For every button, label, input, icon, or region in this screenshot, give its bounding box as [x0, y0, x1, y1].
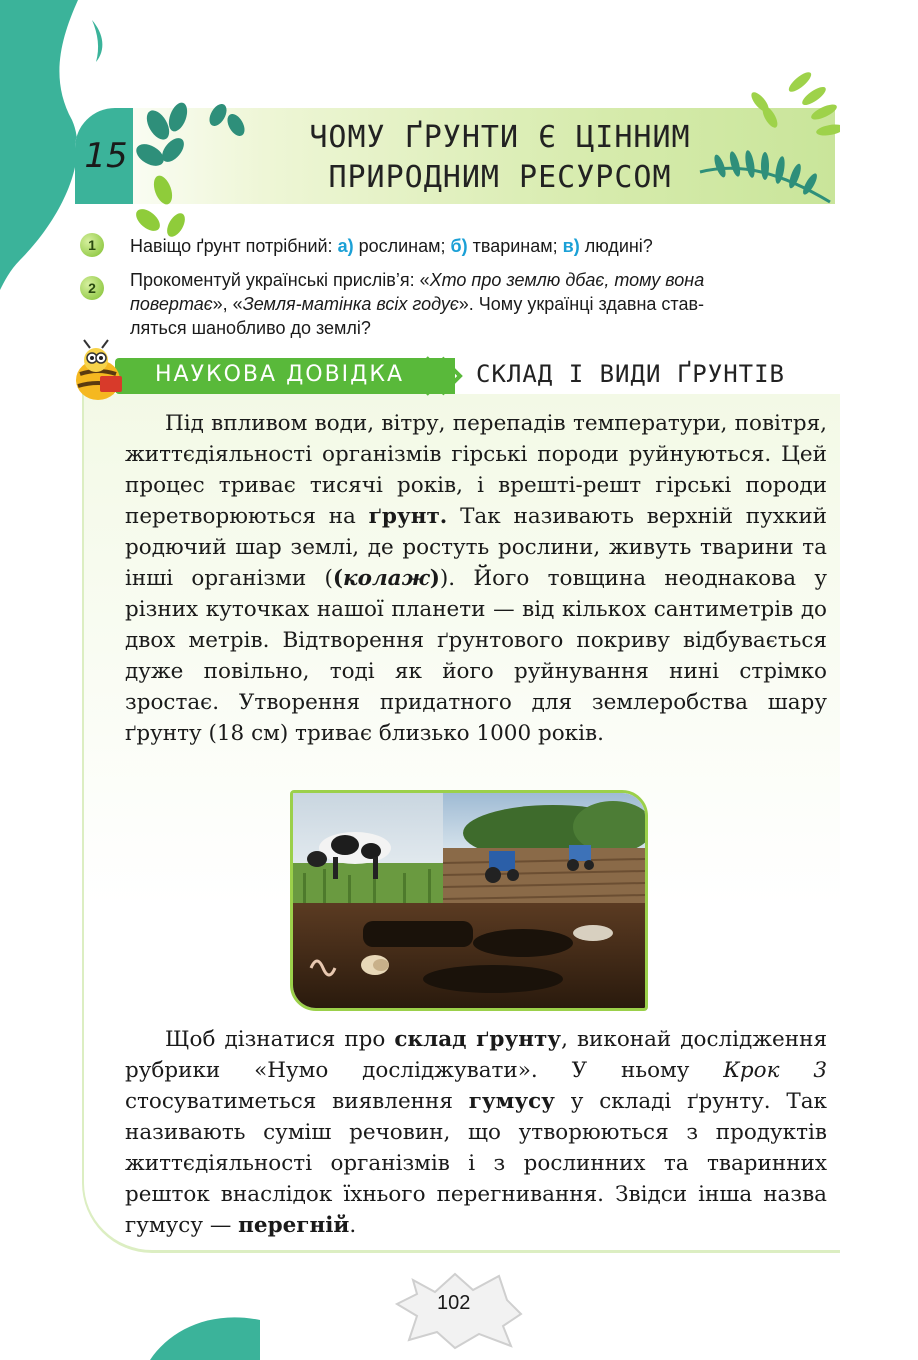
teal-wave-bottom-decoration: [140, 1300, 260, 1360]
question-2-line1: Прокоментуй українські прислів’я: «Хто про землю дбає, тому вона: [130, 270, 705, 290]
bee-mascot-icon: [70, 338, 130, 404]
lesson-number: 15: [84, 136, 128, 176]
question-1: Навіщо ґрунт потрібний: а) рослинам; б) тваринам; в) людині?: [130, 236, 653, 256]
lesson-title-line1: ЧОМУ ҐРУНТИ Є ЦІННИМ: [309, 120, 691, 155]
collage-illustration: [293, 793, 645, 1008]
lesson-title-line2: ПРИРОДНИМ РЕСУРСОМ: [328, 160, 672, 195]
question-2-line3: ляться шанобливо до землі?: [130, 318, 371, 338]
question-1-badge: 1: [80, 233, 104, 257]
section-label: НАУКОВА ДОВІДКА: [155, 362, 405, 387]
chevron-decoration-icon: [422, 356, 470, 396]
lesson-title: [250, 118, 750, 198]
question-2-badge: 2: [80, 276, 104, 300]
question-2: [130, 268, 840, 340]
paragraph-soil-composition: Щоб дізнатися про склад ґрунту, виконай дослідження рубрики «Нумо досліджувати». У ньому Крок 3 стосуватиметься виявлення гумусу у складі ґрунту. Так називають суміш речовин, що утворюються з продуктів життєдіяльності організмів і з рослинних та тваринних решток внаслідок їхнього перегнивання. Звідси інша назва гумусу — перегній.: [125, 1027, 828, 1238]
lesson-number-tab: [75, 108, 133, 204]
section-title: СКЛАД І ВИДИ ҐРУНТІВ: [476, 360, 785, 388]
question-2-line2: повертає», «Земля-матінка всіх годує». Чому українці здавна став-: [130, 294, 705, 314]
paragraph-soil-formation: Під впливом води, вітру, перепадів температури, повітря, життєдіяльності організмів гірські породи руйнуються. Цей процес триває тисячі років, і врешті-решт гірські породи перетворюються на ґрунт. Так називають верхній пухкий родючий шар землі, де ростуть рослини, живуть тварини та інші організми ((колаж)). Його товщина неоднакова у різних куточках нашої планети — від кількох сантиметрів до двох метрів. Відтворення ґрунтового покриву відбувається дуже повільно, тоді як його руйнування нині стрімко зростає. Утворення придатного для землеробства шару ґрунту (18 см) триває близько 1000 років.: [125, 411, 827, 746]
page-number: 102: [437, 1292, 471, 1314]
soil-collage-image: [290, 790, 648, 1011]
